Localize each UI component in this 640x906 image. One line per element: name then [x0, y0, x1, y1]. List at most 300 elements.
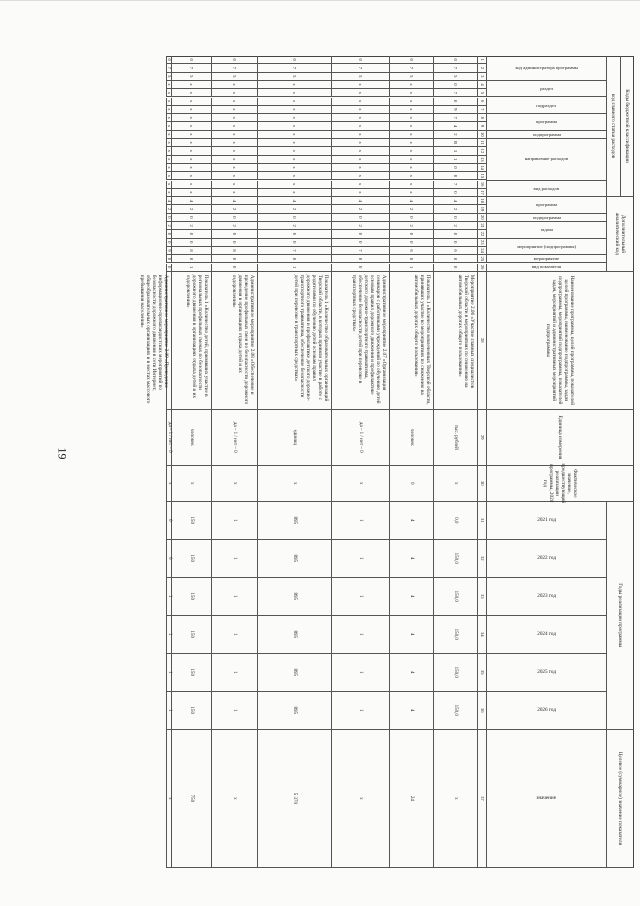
row-year-value: 1: [331, 692, 389, 730]
col-number: 37: [477, 730, 486, 868]
code-cell: х: [171, 89, 211, 97]
col-number: 22: [477, 230, 486, 238]
code-cell: х: [331, 172, 389, 180]
code-cell: 0: [433, 230, 477, 238]
code-cell: х: [171, 189, 211, 197]
row-year-value: 4: [389, 616, 433, 654]
row-year-value: 1: [211, 540, 257, 578]
code-cell: 7: [389, 64, 433, 72]
code-cell: х: [211, 139, 257, 147]
row-target: х: [331, 730, 389, 868]
row-year-value: 0: [166, 502, 171, 540]
code-col-header-7-text: программа: [535, 202, 558, 208]
code-cell: 7: [433, 181, 477, 189]
col-number: 32: [477, 540, 486, 578]
code-cell: х: [166, 147, 171, 155]
scan-edge: [0, 0, 640, 1]
code-cell: 0: [433, 98, 477, 106]
row-year-value: 4: [389, 654, 433, 692]
code-cell: 4: [166, 197, 171, 205]
row-year-value: 150: [171, 578, 211, 616]
code-col-header-8-text: подпрограмма: [532, 214, 561, 220]
row-year-value: 4: [389, 540, 433, 578]
code-cell: 7: [433, 89, 477, 97]
col-number: 23: [477, 239, 486, 247]
code-cell: 2: [171, 205, 211, 213]
code-cell: 8: [171, 247, 211, 255]
code-cell: 2: [257, 205, 331, 213]
code-cell: 5: [166, 73, 171, 81]
row-year-value: 150,0: [433, 654, 477, 692]
code-cell: х: [331, 164, 389, 172]
row-year-value: 150,0: [433, 578, 477, 616]
code-cell: 0: [433, 214, 477, 222]
row-name: Показатель 1 «Количество образовательных организаций Тверской области, в которых приняли участие в работе с родителями по обучению детей основам правил дорожного движения и профилактике детского дорожно-транспортного травматизма, обеспечение безопасности детей при перевозке в транспортных средствах»: [257, 272, 331, 410]
code-col-header-5-text: направление расходов: [524, 156, 569, 162]
code-col-header-7: [486, 197, 606, 214]
code-cell: х: [257, 131, 331, 139]
code-cell: х: [257, 106, 331, 114]
row-year-value: 150: [171, 540, 211, 578]
code-cell: 2: [166, 205, 171, 213]
code-cell: 0: [433, 264, 477, 272]
code-cell: х: [166, 189, 171, 197]
budget-table: [139, 56, 634, 868]
row-unit: да – 1 / нет – 0: [166, 410, 171, 466]
code-col-header-4-text: подпрограмма: [532, 131, 561, 137]
col-number: 24: [477, 247, 486, 255]
row-target: 750: [171, 730, 211, 868]
col-number: 35: [477, 654, 486, 692]
code-cell: 9: [433, 106, 477, 114]
row-year-value: 1: [211, 616, 257, 654]
code-cell: х: [211, 172, 257, 180]
row-year-value: 150,0: [433, 692, 477, 730]
code-cell: х: [331, 89, 389, 97]
year-header-2021: [486, 502, 606, 540]
code-cell: 7: [211, 64, 257, 72]
code-cell: х: [331, 81, 389, 89]
col-number: 11: [477, 139, 486, 147]
col-number: 6: [477, 98, 486, 106]
year-header-2022: [486, 540, 606, 578]
code-cell: х: [389, 114, 433, 122]
code-cell: х: [257, 89, 331, 97]
year-header-2024-text: 2024 год: [537, 631, 556, 638]
code-cell: 5: [331, 73, 389, 81]
code-cell: 4: [433, 197, 477, 205]
col-number: 14: [477, 164, 486, 172]
code-cell: 8: [331, 255, 389, 263]
additional-code-header: Дополнительный аналитический код: [606, 197, 634, 272]
target-group-header: Целевое (суммарное) значение показателя: [606, 730, 634, 868]
col-number: 31: [477, 502, 486, 540]
code-cell: х: [257, 81, 331, 89]
row-year-value: 1: [211, 502, 257, 540]
code-cell: х: [331, 147, 389, 155]
code-col-header-4: [486, 131, 606, 139]
col-number: 21: [477, 222, 486, 230]
row-target: х: [166, 730, 171, 868]
code-cell: х: [166, 106, 171, 114]
year-header-2023: [486, 578, 606, 616]
code-cell: 0: [166, 264, 171, 272]
code-cell: х: [331, 114, 389, 122]
code-col-header-6-text: вид расходов: [533, 185, 560, 191]
row-name: Административное мероприятие 2.09 «Проведение информационно-пропагандистских мероприятий по безопасности дорожного движения в сети Интернет, общеобразовательных организациях и в местах массового пребывания населения»: [166, 272, 171, 410]
code-cell: 0: [433, 81, 477, 89]
budget-code-header: код главного статьи расходов: [606, 56, 620, 197]
code-cell: 1: [433, 156, 477, 164]
code-cell: 0: [257, 230, 331, 238]
code-cell: 2: [331, 222, 389, 230]
code-cell: 0: [211, 239, 257, 247]
code-cell: 1: [171, 264, 211, 272]
row-year-value: 1: [211, 578, 257, 616]
code-cell: 0: [331, 230, 389, 238]
name-col-header: Наименование программы, целей программы, показателей целей программы, наименование подпрограммы, задач подпрограммы, мероприятий подпрограммы, показателей задач, мероприятий и административных мероприятий подпрограммы: [486, 272, 634, 410]
row-unit: да – 1 / нет – 0: [211, 410, 257, 466]
code-cell: 9: [166, 247, 171, 255]
row-year-value: 4: [389, 578, 433, 616]
row-unit: да – 1 / нет – 0: [331, 410, 389, 466]
row-year-value: 895: [257, 616, 331, 654]
code-col-header-0: [486, 56, 606, 81]
code-cell: х: [166, 131, 171, 139]
row-year-value: 895: [257, 654, 331, 692]
col-number: 34: [477, 616, 486, 654]
code-cell: х: [389, 181, 433, 189]
target-value-header-text: значение: [536, 795, 557, 802]
col-number: 33: [477, 578, 486, 616]
code-cell: х: [389, 164, 433, 172]
code-cell: х: [331, 106, 389, 114]
code-cell: 5: [257, 73, 331, 81]
code-cell: х: [389, 131, 433, 139]
code-cell: х: [257, 122, 331, 130]
code-cell: 5: [389, 73, 433, 81]
code-cell: х: [171, 139, 211, 147]
row-year-value: 150,0: [433, 540, 477, 578]
code-col-header-3: [486, 114, 606, 131]
row-unit: единиц: [257, 410, 331, 466]
row-unit: тыс. рублей: [433, 410, 477, 466]
code-cell: 0: [331, 214, 389, 222]
code-col-header-0-text: код администратора программы: [515, 65, 578, 71]
row-fact: х: [433, 466, 477, 502]
row-name: Административное мероприятие 2.07 «Организация семинаров с работниками учреждений по обучению детей основам правил дорожного движения и профилактике детского дорожно-транспортного травматизма, обеспечение безопасности детей при перевозке в транспортных средствах»: [331, 272, 389, 410]
code-cell: 7: [433, 64, 477, 72]
row-target: 5 370: [257, 730, 331, 868]
code-col-header-8: [486, 214, 606, 222]
year-header-2026: [486, 692, 606, 730]
code-cell: 1: [257, 264, 331, 272]
code-cell: х: [166, 181, 171, 189]
code-cell: 0: [331, 264, 389, 272]
code-cell: 5: [171, 73, 211, 81]
code-cell: х: [211, 156, 257, 164]
row-year-value: 1: [166, 578, 171, 616]
code-cell: х: [211, 147, 257, 155]
col-number: 19: [477, 205, 486, 213]
code-cell: 7: [257, 247, 331, 255]
code-col-header-12: [486, 264, 606, 272]
codes-group-header: Коды бюджетной классификации: [620, 56, 634, 197]
code-col-header-2-text: подраздел: [536, 102, 557, 108]
code-cell: х: [211, 122, 257, 130]
code-cell: х: [257, 164, 331, 172]
code-cell: х: [257, 98, 331, 106]
col-number: 16: [477, 181, 486, 189]
code-cell: х: [211, 89, 257, 97]
code-cell: 0: [166, 56, 171, 64]
row-year-value: 1: [166, 654, 171, 692]
code-cell: х: [211, 164, 257, 172]
row-year-value: 0,0: [433, 502, 477, 540]
code-cell: х: [389, 139, 433, 147]
code-cell: 0: [211, 214, 257, 222]
code-cell: х: [389, 156, 433, 164]
code-col-header-9: [486, 222, 606, 239]
code-cell: х: [171, 164, 211, 172]
code-cell: 6: [389, 247, 433, 255]
code-cell: х: [166, 156, 171, 164]
code-cell: х: [171, 81, 211, 89]
code-cell: 8: [166, 255, 171, 263]
code-cell: 5: [211, 73, 257, 81]
code-cell: 2: [171, 222, 211, 230]
col-number: 7: [477, 106, 486, 114]
code-cell: х: [331, 98, 389, 106]
code-cell: х: [331, 189, 389, 197]
code-cell: х: [389, 98, 433, 106]
row-year-value: 4: [389, 502, 433, 540]
code-cell: 0: [433, 189, 477, 197]
code-cell: 2: [211, 205, 257, 213]
year-header-2023-text: 2023 год: [537, 593, 556, 600]
code-cell: 4: [331, 197, 389, 205]
code-cell: х: [389, 81, 433, 89]
col-number: 25: [477, 255, 486, 263]
col-number: 10: [477, 131, 486, 139]
code-cell: 4: [433, 122, 477, 130]
code-cell: х: [211, 98, 257, 106]
code-cell: R: [433, 139, 477, 147]
code-cell: х: [171, 98, 211, 106]
row-year-value: 1: [331, 616, 389, 654]
code-cell: х: [389, 106, 433, 114]
code-cell: х: [171, 147, 211, 155]
code-cell: 0: [331, 239, 389, 247]
code-cell: х: [166, 81, 171, 89]
col-number: 3: [477, 73, 486, 81]
code-cell: 7: [166, 64, 171, 72]
code-cell: х: [331, 181, 389, 189]
code-cell: 0: [331, 56, 389, 64]
code-cell: 0: [171, 56, 211, 64]
code-cell: 0: [389, 56, 433, 64]
row-year-value: 895: [257, 578, 331, 616]
code-col-header-6: [486, 181, 606, 198]
code-cell: х: [211, 189, 257, 197]
row-year-value: 1: [331, 540, 389, 578]
code-col-header-11: [486, 255, 606, 263]
code-cell: 0: [211, 264, 257, 272]
code-cell: х: [389, 172, 433, 180]
code-cell: 0: [433, 56, 477, 64]
code-cell: 8: [211, 247, 257, 255]
code-cell: 3: [433, 147, 477, 155]
code-cell: 2: [433, 131, 477, 139]
code-cell: 0: [433, 239, 477, 247]
fact-col-header: Фактическое значение, предшествующий реализации программы, 2020 год: [486, 466, 634, 502]
code-cell: х: [211, 131, 257, 139]
code-cell: 4: [257, 197, 331, 205]
row-name: Мероприятие 2.06 «Участие главных специалистов Тверской области в мероприятиях по снижению на автомобильных дорогах общего пользования»: [433, 272, 477, 410]
row-year-value: 1: [211, 654, 257, 692]
row-year-value: 150: [171, 654, 211, 692]
row-year-value: 150,0: [433, 616, 477, 654]
code-cell: х: [166, 172, 171, 180]
row-year-value: 150: [171, 502, 211, 540]
row-year-value: 0: [166, 540, 171, 578]
row-fact: х: [257, 466, 331, 502]
code-cell: 0: [171, 214, 211, 222]
code-col-header-2: [486, 98, 606, 115]
col-number: 15: [477, 172, 486, 180]
code-cell: х: [389, 147, 433, 155]
row-unit: человек: [171, 410, 211, 466]
code-cell: х: [171, 156, 211, 164]
code-col-header-3-text: программа: [535, 119, 558, 125]
code-cell: х: [257, 139, 331, 147]
code-cell: х: [211, 114, 257, 122]
code-cell: х: [171, 172, 211, 180]
year-header-2025: [486, 654, 606, 692]
year-header-2024: [486, 616, 606, 654]
code-cell: 7: [331, 64, 389, 72]
code-cell: 0: [389, 239, 433, 247]
code-cell: х: [166, 139, 171, 147]
row-fact: х: [171, 466, 211, 502]
code-cell: 0: [389, 230, 433, 238]
code-cell: 0: [433, 164, 477, 172]
unit-col-header: Единица измерения: [486, 410, 634, 466]
row-target: х: [433, 730, 477, 868]
code-cell: 0: [257, 214, 331, 222]
year-header-2025-text: 2025 год: [537, 669, 556, 676]
code-cell: 0: [211, 230, 257, 238]
col-number: 30: [477, 466, 486, 502]
code-col-header-12-text: вид показателя: [531, 264, 562, 270]
code-cell: 0: [171, 239, 211, 247]
code-cell: 1: [389, 264, 433, 272]
year-header-2022-text: 2022 год: [537, 555, 556, 562]
col-number: 26: [477, 264, 486, 272]
code-cell: 5: [433, 73, 477, 81]
code-cell: х: [257, 147, 331, 155]
code-cell: 4: [171, 197, 211, 205]
code-cell: х: [257, 172, 331, 180]
code-cell: х: [166, 98, 171, 106]
code-cell: х: [257, 114, 331, 122]
col-number: 36: [477, 692, 486, 730]
row-year-value: 1: [331, 502, 389, 540]
code-col-header-1: [486, 81, 606, 98]
code-cell: 2: [211, 222, 257, 230]
code-cell: 0: [166, 239, 171, 247]
code-cell: 8: [389, 255, 433, 263]
code-cell: х: [166, 164, 171, 172]
code-cell: х: [257, 189, 331, 197]
code-cell: 2: [433, 222, 477, 230]
code-cell: 8: [171, 255, 211, 263]
code-cell: х: [331, 156, 389, 164]
row-year-value: 1: [166, 616, 171, 654]
row-year-value: 150: [171, 616, 211, 654]
code-cell: 7: [171, 64, 211, 72]
code-cell: х: [171, 122, 211, 130]
code-col-header-10-text: мероприятие (подпрограммы): [517, 243, 576, 249]
code-cell: 2: [331, 205, 389, 213]
code-cell: х: [166, 114, 171, 122]
row-name: Административное мероприятие 2.08 «Обеспечение и проведение профильных смен по безопасности дорожного движения в организациях отдыха детей и их оздоровления»: [211, 272, 257, 410]
code-cell: х: [211, 106, 257, 114]
col-number: 8: [477, 114, 486, 122]
code-cell: 7: [433, 114, 477, 122]
code-cell: 8: [257, 255, 331, 263]
code-cell: х: [389, 89, 433, 97]
row-fact: х: [211, 466, 257, 502]
code-cell: х: [211, 181, 257, 189]
code-cell: 0: [257, 239, 331, 247]
code-cell: 2: [389, 205, 433, 213]
row-unit: человек: [389, 410, 433, 466]
code-cell: 8: [211, 255, 257, 263]
code-cell: 7: [257, 64, 331, 72]
code-cell: 0: [257, 56, 331, 64]
code-cell: 0: [433, 172, 477, 180]
code-cell: х: [171, 106, 211, 114]
col-number: 20: [477, 214, 486, 222]
years-group-header: Годы реализации программы: [606, 502, 634, 730]
code-cell: 2: [433, 205, 477, 213]
code-cell: 0: [211, 56, 257, 64]
code-cell: х: [331, 131, 389, 139]
row-year-value: 895: [257, 540, 331, 578]
code-cell: 4: [389, 197, 433, 205]
row-year-value: 895: [257, 502, 331, 540]
code-cell: 0: [171, 230, 211, 238]
year-header-2021-text: 2021 год: [537, 517, 556, 524]
code-cell: х: [257, 181, 331, 189]
code-cell: х: [389, 189, 433, 197]
code-cell: 6: [433, 247, 477, 255]
code-cell: 8: [433, 255, 477, 263]
row-year-value: 1: [166, 692, 171, 730]
code-col-header-10: [486, 239, 606, 256]
code-cell: х: [166, 89, 171, 97]
row-fact: х: [166, 466, 171, 502]
row-year-value: 1: [211, 692, 257, 730]
col-number: 1: [477, 56, 486, 64]
code-cell: х: [257, 156, 331, 164]
row-fact: х: [331, 466, 389, 502]
code-cell: 2: [389, 222, 433, 230]
page-number: 19: [55, 447, 70, 460]
code-cell: х: [166, 122, 171, 130]
row-target: 24: [389, 730, 433, 868]
